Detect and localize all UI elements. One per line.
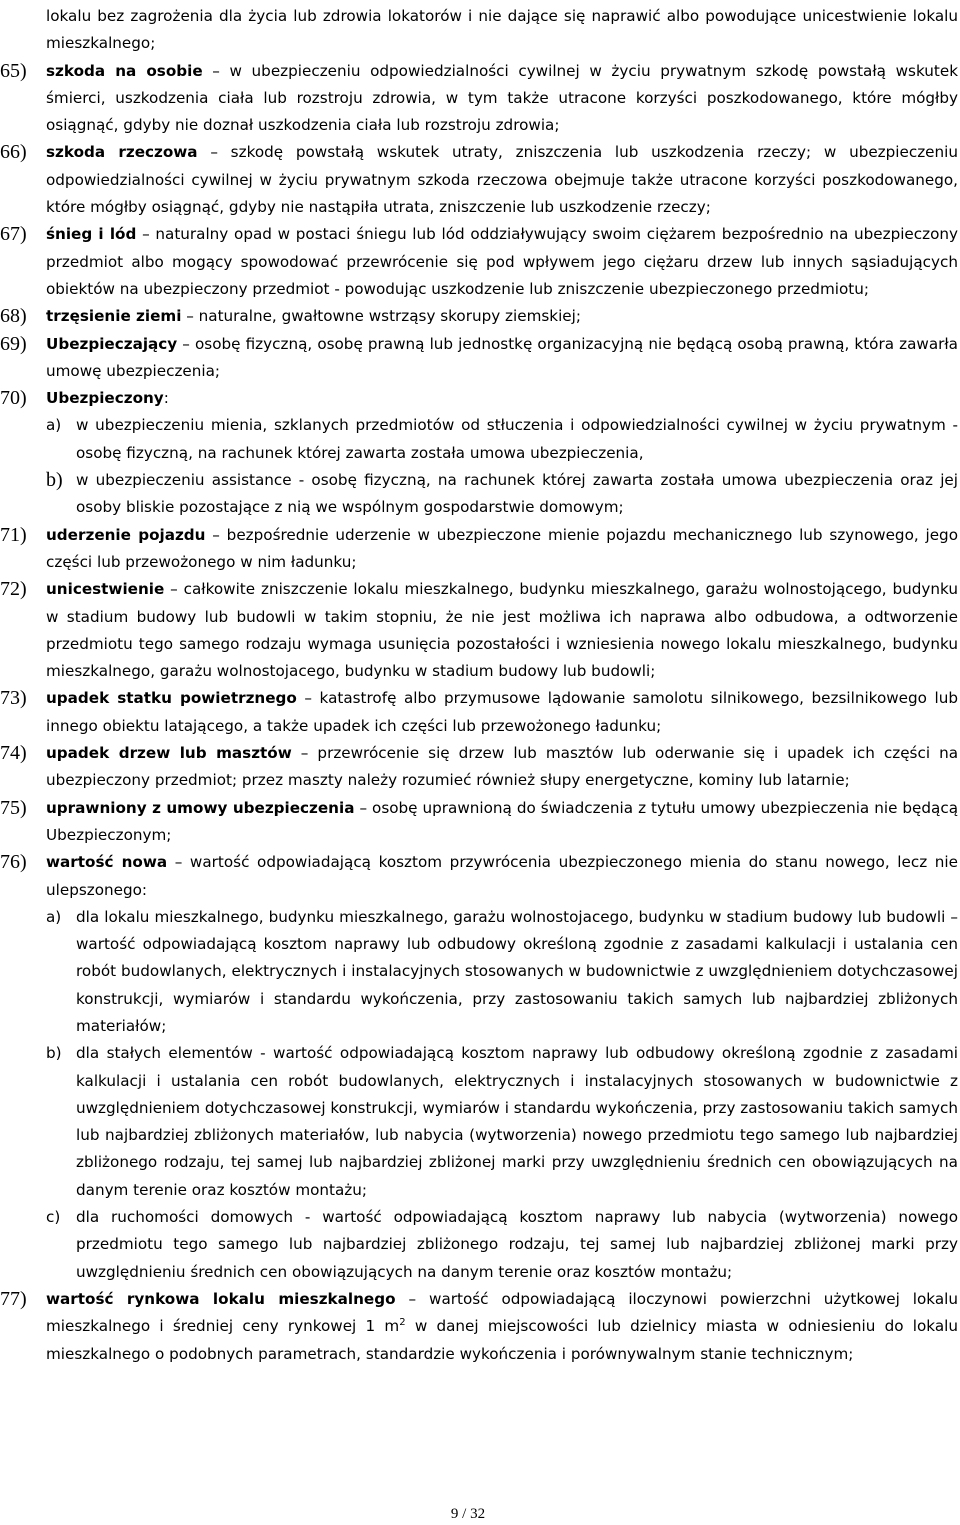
definition-text: – naturalny opad w postaci śniegu lub lód oddziaływujący swoim ciężarem bezpośrednio na ubezpieczony przedmiot albo mogący spowodować przewrócenie się pod wpływem jego ciężaru drzew lub innych sąsiadujących obiektów na ubezpieczony przedmiot - powodując uszkodzenie lub zniszczenie ubezpieczonego przedmiotu;: [46, 225, 958, 298]
sub-item-letter: a): [46, 907, 62, 926]
definition-item: [0, 303, 960, 330]
superscript: 2: [399, 1317, 406, 1329]
definition-item: [0, 849, 960, 904]
definition-item: [0, 740, 960, 795]
definition-term: wartość rynkowa lokalu mieszkalnego: [46, 1289, 396, 1308]
sub-item-letter: c): [46, 1208, 61, 1227]
definition-text: – bezpośrednie uderzenie w ubezpieczone mienie pojazdu mechanicznego lub szynowego, jego części lub przewożonego w nim ładunku;: [46, 525, 958, 571]
definition-term: unicestwienie: [46, 580, 165, 599]
continued-paragraph: [0, 3, 960, 58]
page-number-text: 9 / 32: [450, 1506, 486, 1522]
sub-item: [0, 412, 960, 467]
definition-term: wartość nowa: [46, 853, 168, 872]
definition-item: [0, 795, 960, 850]
definition-term: szkoda na osobie: [46, 61, 203, 80]
definition-term: Ubezpieczający: [46, 334, 178, 353]
definition-text-tail: w danej miejscowości lub dzielnicy miasta w odniesieniu do lokalu mieszkalnego o podobnych parametrach, standardzie wykończenia i porównywalnym stanie technicznym;: [46, 1317, 958, 1363]
definition-item: [0, 331, 960, 386]
definition-term: śnieg i lód: [46, 225, 137, 244]
definition-term: upadek statku powietrznego: [46, 689, 297, 708]
sub-item-text: dla stałych elementów - wartość odpowiadającą kosztom naprawy lub odbudowy określoną zgodnie z zasadami kalkulacji i ustalania cen robót budowlanych, elektrycznych i instalacyjnych stosowanych w budownictwie z uwzględnieniem dotychczasowej konstrukcji, wymiarów i standardu wykończenia, przy zastosowaniu takich samych lub najbardziej zbliżonych materiałów, lub nabycia (wytworzenia) nowego przedmiotu tego samego lub najbardziej zbliżonego rodzaju, tej samej lub najbardziej zbliżonej marki przy uwzględnieniu średnich cen obowiązujących na danym terenie oraz kosztów montażu;: [76, 1044, 959, 1199]
definition-item: [0, 576, 960, 685]
sub-item-letter: b): [46, 1044, 62, 1063]
item-number: 70): [0, 387, 27, 410]
definition-item: [0, 58, 960, 140]
item-number: 66): [0, 141, 27, 164]
sub-item: [0, 904, 960, 1040]
item-number: 67): [0, 223, 27, 246]
definition-item: [0, 685, 960, 740]
item-number: 65): [0, 59, 27, 82]
definition-text: – przewrócenie się drzew lub masztów lub oderwanie się i upadek ich części na ubezpieczony przedmiot; przez maszty należy rozumieć również słupy energetyczne, kominy lub latarnie;: [46, 744, 958, 790]
definition-text: – naturalne, gwałtowne wstrząsy skorupy ziemskiej;: [181, 307, 581, 326]
sub-item-text: dla lokalu mieszkalnego, budynku mieszkalnego, garażu wolnostojacego, budynku w stadium budowy lub budowli – wartość odpowiadającą kosztom naprawy lub odbudowy określoną zgodnie z zasadami kalkulacji i ustalania cen robót budowlanych, elektrycznych i instalacyjnych stosowanych w budownictwie z uwzględnieniem dotychczasowej konstrukcji, wymiarów i standardu wykończenia, przy zastosowaniu takich samych lub najbardziej zbliżonych materiałów;: [76, 907, 958, 1035]
item-number: 77): [0, 1287, 27, 1310]
definition-text: – całkowite zniszczenie lokalu mieszkalnego, budynku mieszkalnego, garażu wolnostojącego, budynku w stadium budowy lub budowli w takim stopniu, że nie jest możliwa ich naprawa albo odbudowa, a odtworzenie przedmiotu tego samego rodzaju wymaga usunięcia pozostałości i wzniesienia nowego lokalu mieszkalnego, budynku mieszkalnego, garażu wolnostojacego, budynku w stadium budowy lub budowli;: [46, 580, 958, 681]
definition-text: :: [163, 389, 169, 408]
sub-item: [0, 1040, 960, 1204]
continued-text: lokalu bez zagrożenia dla życia lub zdrowia lokatorów i nie dające się naprawić albo powodujące unicestwienie lokalu mieszkalnego;: [46, 7, 958, 53]
definitions-list: [0, 3, 960, 1368]
item-number: 74): [0, 742, 27, 765]
page-number: [0, 1506, 960, 1523]
definition-term: szkoda rzeczowa: [46, 143, 198, 162]
definition-item: [0, 1286, 960, 1368]
sub-item-text: dla ruchomości domowych - wartość odpowiadającą kosztom naprawy lub nabycia (wytworzenia) nowego przedmiotu tego samego lub najbardziej zbliżonego rodzaju, tej samej lub najbardziej zbliżonej marki przy uwzględnieniu średnich cen obowiązujących na danym terenie oraz kosztów montażu;: [76, 1208, 958, 1281]
item-number: 73): [0, 687, 27, 710]
definition-item: [0, 385, 960, 412]
item-number: 68): [0, 305, 27, 328]
definition-item: [0, 522, 960, 577]
definition-term: upadek drzew lub masztów: [46, 744, 292, 763]
definition-text: – szkodę powstałą wskutek utraty, zniszczenia lub uszkodzenia rzeczy; w ubezpieczeniu odpowiedzialności cywilnej w życiu prywatnym szkoda rzeczowa obejmuje także utracone korzyści poszkodowanego, które mógłby osiągnąć, gdyby nie nastąpiła utrata, zniszczenie lub uszkodzenie rzeczy;: [46, 143, 958, 217]
definition-text: – w ubezpieczeniu odpowiedzialności cywilnej w życiu prywatnym szkodę powstałą wskutek śmierci, uszkodzenia ciała lub rozstroju zdrowia, w tym także utracone korzyści poszkodowanego, które mógłby osiągnąć, gdyby nie doznał uszkodzenia ciała lub rozstroju zdrowia;: [46, 61, 958, 135]
sub-item-text: w ubezpieczeniu assistance - osobę fizyczną, na rachunek której zawarta została umowa ubezpieczenia oraz jej osoby bliskie pozostające z nią we wspólnym gospodarstwie domowym;: [76, 471, 958, 517]
definition-term: uprawniony z umowy ubezpieczenia: [46, 798, 355, 817]
definition-text: – osobę uprawnioną do świadczenia z tytułu umowy ubezpieczenia nie będącą Ubezpieczonym;: [46, 798, 958, 844]
definition-item: [0, 221, 960, 303]
item-number: 71): [0, 523, 27, 546]
definition-text: – osobę fizyczną, osobę prawną lub jednostkę organizacyjną nie będącą osobą prawną, która zawarła umowę ubezpieczenia;: [46, 334, 958, 380]
sub-item: [0, 1204, 960, 1286]
item-number: 69): [0, 332, 27, 355]
definition-item: [0, 139, 960, 221]
sub-item-letter: b): [46, 469, 63, 492]
definition-text: – katastrofę albo przymusowe lądowanie samolotu silnikowego, bezsilnikowego lub innego obiektu latającego, a także upadek ich części lub przewożonego ładunku;: [46, 689, 958, 735]
definition-term: uderzenie pojazdu: [46, 525, 206, 544]
definition-term: trzęsienie ziemi: [46, 307, 182, 326]
sub-item-letter: a): [46, 416, 62, 435]
item-number: 75): [0, 796, 27, 819]
item-number: 76): [0, 851, 27, 874]
sub-item: [0, 467, 960, 522]
item-number: 72): [0, 578, 27, 601]
definition-text: – wartość odpowiadającą iloczynowi powierzchni użytkowej lokalu mieszkalnego i średniej ceny rynkowej 1 m: [46, 1289, 958, 1336]
definition-text: – wartość odpowiadającą kosztom przywrócenia ubezpieczonego mienia do stanu nowego, lecz nie ulepszonego:: [46, 853, 958, 899]
definition-term: Ubezpieczony: [46, 389, 164, 408]
sub-item-text: w ubezpieczeniu mienia, szklanych przedmiotów od stłuczenia i odpowiedzialności cywilnej w życiu prywatnym - osobę fizyczną, na rachunek której zawarta została umowa ubezpieczenia,: [76, 416, 958, 462]
